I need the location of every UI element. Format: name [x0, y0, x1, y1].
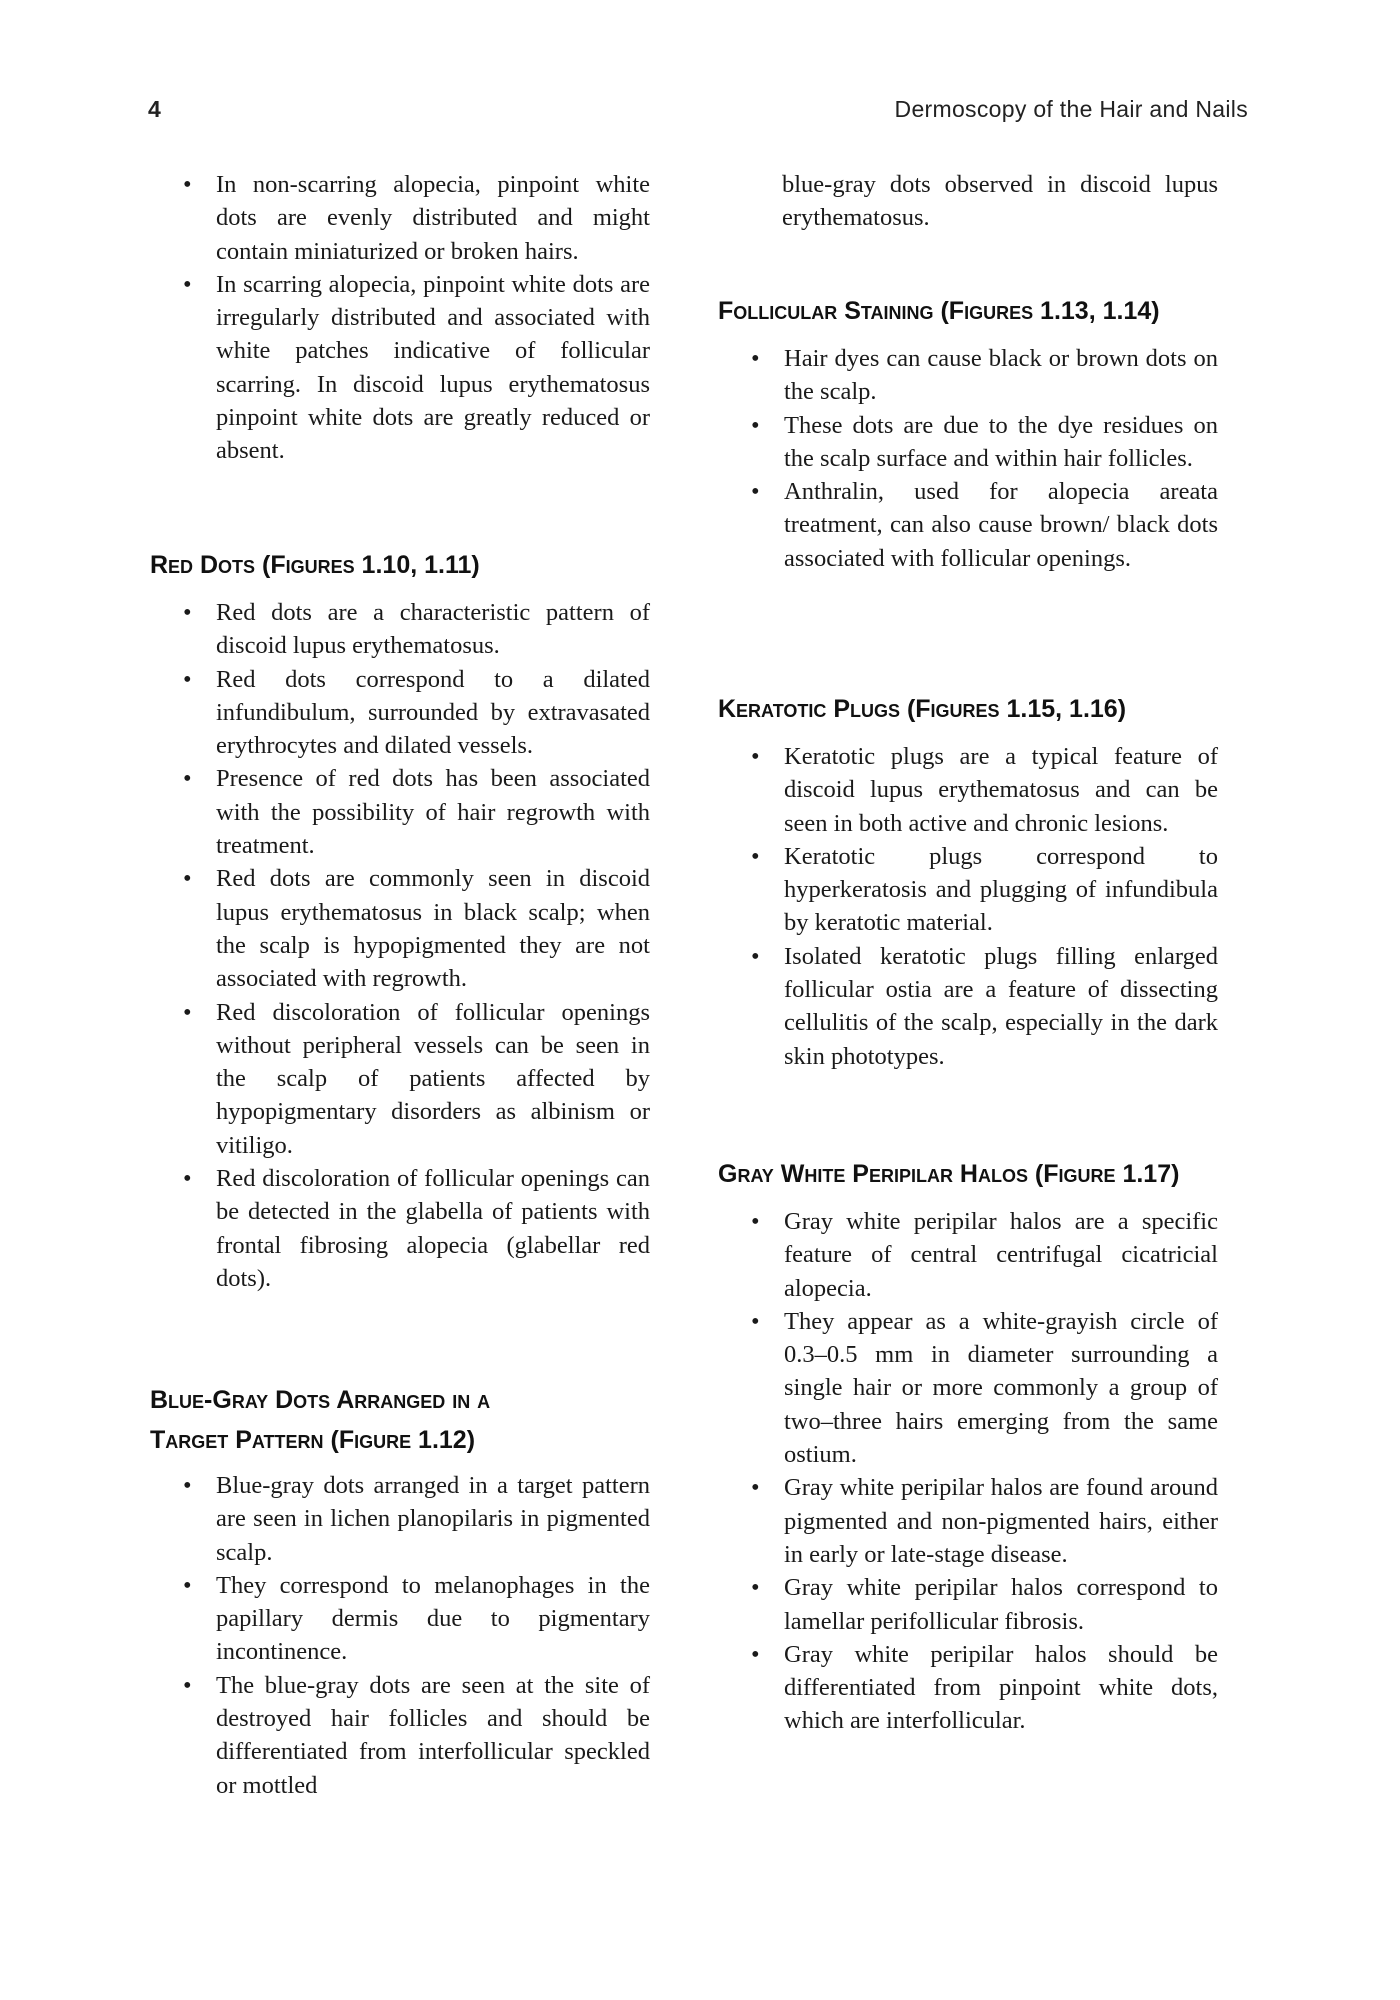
bullet-icon: • [751, 942, 760, 970]
bullet-text: Red dots correspond to a dilated infundibulum, surrounded by extravasated erythrocytes and dilated vessels. [216, 665, 650, 760]
bullet-text: Keratotic plugs correspond to hyperkeratosis and plugging of infundibula by keratotic material. [784, 842, 1218, 937]
section-heading: Keratotic Plugs (Figures 1.15, 1.16) [718, 695, 1127, 723]
bullet-text: Red discoloration of follicular openings without peripheral vessels can be seen in the scalp of patients affected by hypopigmentary disorders as albinism or vitiligo. [216, 998, 650, 1159]
section-heading-line2: Target Pattern (Figure 1.12) [150, 1426, 476, 1454]
running-title: Dermoscopy of the Hair and Nails [894, 96, 1248, 122]
bullet-item [718, 1305, 1218, 1471]
bullet-text: Red discoloration of follicular openings can be detected in the glabella of patients with frontal fibrosing alopecia (glabellar red dots). [216, 1165, 650, 1292]
bullet-item [150, 1569, 650, 1669]
bullet-text: In scarring alopecia, pinpoint white dots are irregularly distributed and associated with white patches indicative of follicular scarring. In discoid lupus erythematosus pinpoint white dots are greatly reduced or absent. [216, 270, 650, 465]
bullet-item [718, 940, 1218, 1073]
section-heading: Red Dots (Figures 1.10, 1.11) [150, 551, 480, 579]
bullet-text: They correspond to melanophages in the papillary dermis due to pigmentary incontinence. [216, 1571, 650, 1666]
bullet-text: Gray white peripilar halos should be differentiated from pinpoint white dots, which are interfollicular. [784, 1640, 1218, 1735]
bullet-item [718, 342, 1218, 409]
bullet-item [718, 1471, 1218, 1571]
bullet-icon: • [751, 743, 760, 770]
bullet-text: Anthralin, used for alopecia areata treatment, can also cause brown/ black dots associated with follicular openings. [784, 478, 1218, 572]
intro-bullets [150, 168, 650, 468]
bullet-icon: • [751, 345, 760, 372]
bullet-item [150, 268, 650, 468]
bullet-item [718, 1571, 1218, 1638]
bullet-text: These dots are due to the dye residues on the scalp surface and within hair follicles. [784, 411, 1218, 472]
bullet-item [718, 740, 1218, 840]
bullet-icon: • [751, 478, 760, 506]
continuation-text [718, 168, 1218, 235]
bullet-icon: • [751, 1574, 760, 1602]
bullet-item [718, 1205, 1218, 1305]
bullet-item [718, 840, 1218, 940]
continuation-paragraph: blue-gray dots observed in discoid lupus erythematosus. [782, 171, 1218, 232]
bullet-icon: • [751, 1208, 760, 1235]
bullet-icon: • [751, 1474, 760, 1502]
bullet-icon: • [183, 1671, 192, 1699]
section-blue-gray-dots [150, 1380, 650, 1802]
bullet-item [150, 663, 650, 763]
bullet-text: In non-scarring alopecia, pinpoint white dots are evenly distributed and might contain miniaturized or broken hairs. [216, 171, 650, 265]
bullet-icon: • [183, 865, 192, 893]
bullet-icon: • [183, 665, 192, 693]
section-heading: Gray White Peripilar Halos (Figure 1.17) [718, 1160, 1180, 1188]
bullet-icon: • [183, 765, 192, 793]
bullet-icon: • [183, 270, 192, 298]
section-red-dots [150, 545, 650, 1295]
bullet-item [150, 996, 650, 1162]
bullet-item [150, 862, 650, 995]
bullet-icon: • [183, 171, 192, 198]
bullet-item [718, 475, 1218, 575]
bullet-text: Gray white peripilar halos are found around pigmented and non-pigmented hairs, either in early or late-stage disease. [784, 1474, 1218, 1568]
bullet-text: Blue-gray dots arranged in a target pattern are seen in lichen planopilaris in pigmented scalp. [216, 1472, 650, 1566]
bullet-text: The blue-gray dots are seen at the site of destroyed hair follicles and should be differentiated from interfollicular speckled or mottled [216, 1671, 650, 1799]
bullet-icon: • [183, 1472, 192, 1499]
bullet-icon: • [183, 599, 192, 626]
bullet-icon: • [751, 411, 760, 439]
bullet-icon: • [183, 998, 192, 1026]
section-heading: Follicular Staining (Figures 1.13, 1.14) [718, 297, 1160, 325]
bullet-item [150, 762, 650, 862]
bullet-icon: • [751, 1307, 760, 1335]
bullet-text: Red dots are commonly seen in discoid lupus erythematosus in black scalp; when the scalp is hypopigmented they are not associated with regrowth. [216, 865, 650, 993]
bullet-icon: • [751, 1640, 760, 1668]
bullet-text: Red dots are a characteristic pattern of discoid lupus erythematosus. [216, 599, 650, 660]
section-follicular-staining [718, 291, 1218, 575]
page-number: 4 [148, 96, 161, 122]
bullet-text: They appear as a white-grayish circle of 0.3–0.5 mm in diameter surrounding a single hair or more commonly a group of two–three hairs emerging from the same ostium. [784, 1307, 1218, 1469]
bullet-text: Keratotic plugs are a typical feature of discoid lupus erythematosus and can be seen in both active and chronic lesions. [784, 743, 1218, 837]
section-gray-white-halos [718, 1154, 1228, 1738]
bullet-text: Gray white peripilar halos correspond to lamellar perifollicular fibrosis. [784, 1574, 1218, 1635]
bullet-icon: • [751, 842, 760, 870]
bullet-item [150, 1162, 650, 1295]
bullet-text: Hair dyes can cause black or brown dots on the scalp. [784, 345, 1218, 406]
bullet-item [150, 596, 650, 663]
bullet-text: Presence of red dots has been associated with the possibility of hair regrowth with treatment. [216, 765, 650, 860]
bullet-item [718, 1638, 1218, 1738]
bullet-item [150, 168, 650, 268]
section-heading-line1: Blue-Gray Dots Arranged in a [150, 1386, 491, 1414]
bullet-icon: • [183, 1571, 192, 1599]
bullet-item [718, 409, 1218, 476]
bullet-item [150, 1469, 650, 1569]
bullet-text: Gray white peripilar halos are a specific feature of central centrifugal cicatricial alopecia. [784, 1208, 1218, 1302]
bullet-item [150, 1669, 650, 1802]
section-keratotic-plugs [718, 689, 1218, 1073]
bullet-icon: • [183, 1165, 192, 1193]
bullet-text: Isolated keratotic plugs filling enlarged follicular ostia are a feature of dissecting cellulitis of the scalp, especially in the dark skin phototypes. [784, 942, 1218, 1070]
